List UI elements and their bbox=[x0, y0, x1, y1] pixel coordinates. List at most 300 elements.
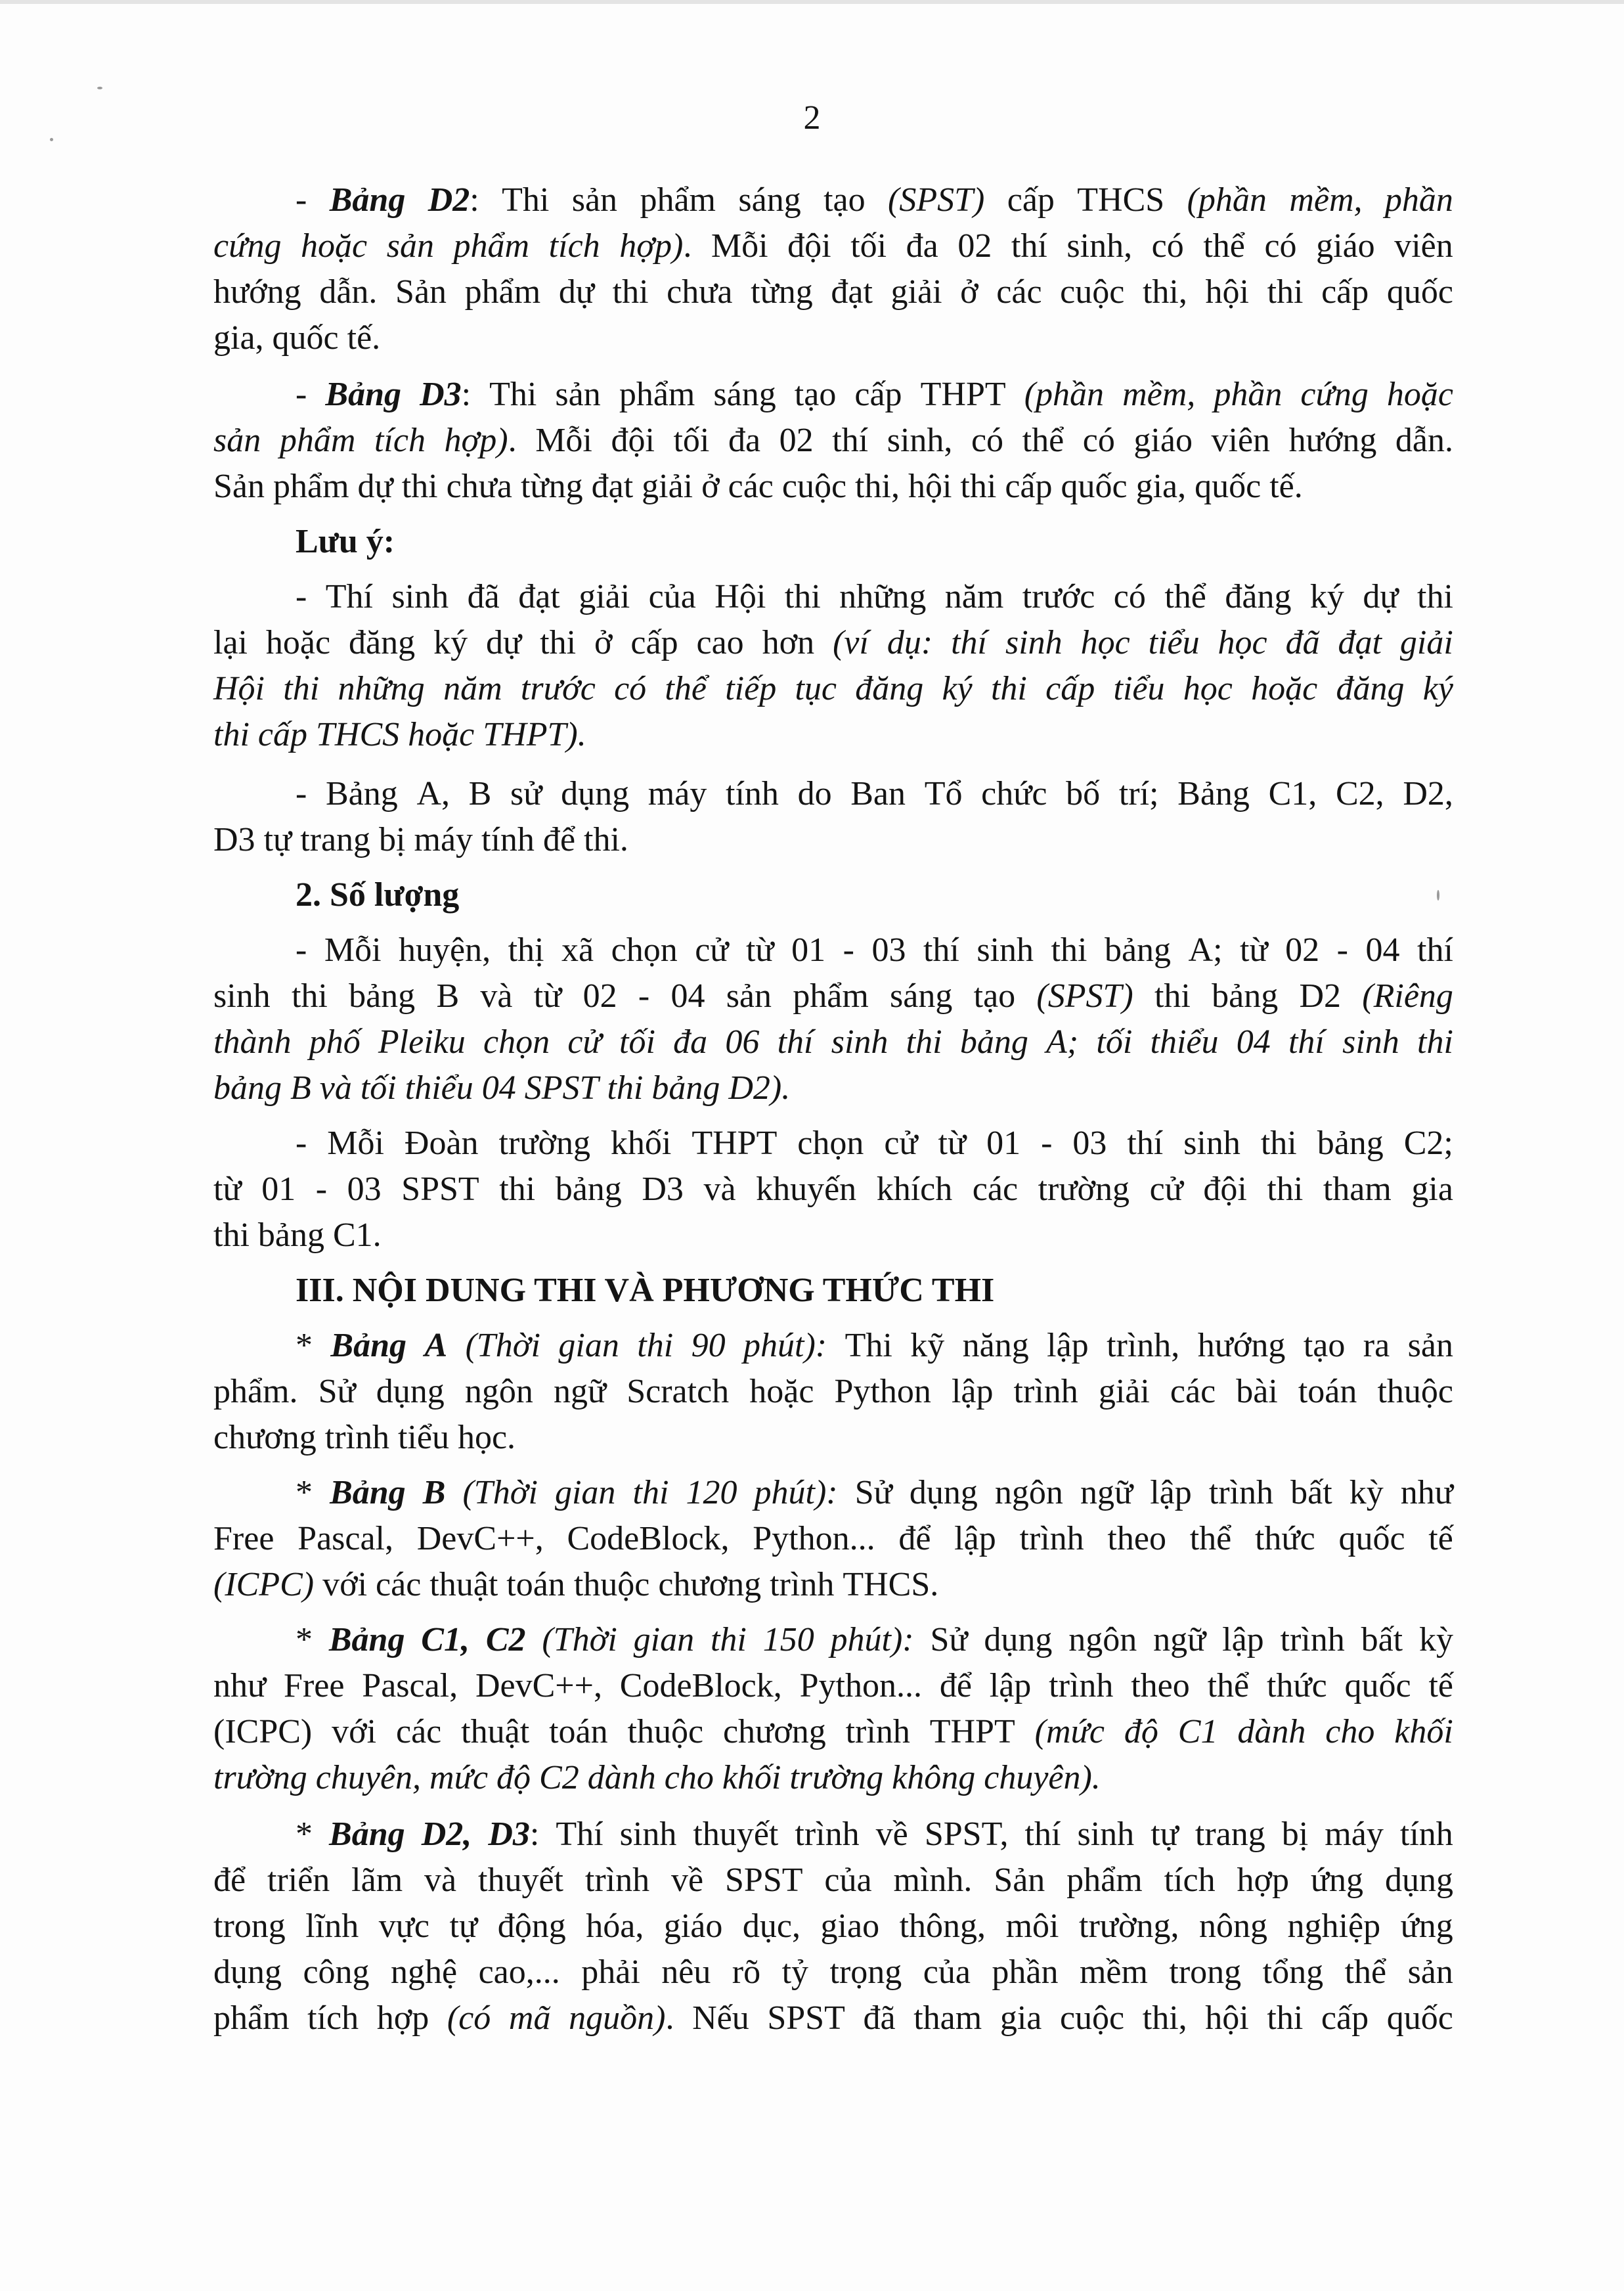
word bbox=[795, 1812, 859, 1857]
styled-text: THPT). bbox=[483, 716, 586, 753]
word bbox=[579, 574, 630, 620]
word bbox=[377, 1995, 429, 2041]
text: Thi bbox=[845, 1327, 892, 1364]
styled-text: thí bbox=[951, 624, 988, 661]
word bbox=[1136, 464, 1187, 510]
word bbox=[486, 620, 521, 666]
word bbox=[555, 372, 600, 418]
word bbox=[347, 315, 381, 361]
styled-text: chọn bbox=[483, 1023, 550, 1061]
word bbox=[791, 927, 825, 973]
word bbox=[738, 177, 801, 223]
word bbox=[486, 1617, 526, 1663]
styled-text: ký bbox=[942, 670, 973, 707]
word bbox=[273, 315, 339, 361]
word bbox=[1203, 223, 1245, 269]
text: sản bbox=[571, 181, 618, 219]
word bbox=[458, 1415, 516, 1461]
text: ngôn bbox=[1068, 1621, 1137, 1658]
text: bảng bbox=[1104, 931, 1172, 969]
text: giải bbox=[642, 468, 693, 505]
text: năng bbox=[962, 1327, 1029, 1364]
text: ký bbox=[1309, 578, 1344, 615]
word bbox=[1289, 418, 1377, 464]
word bbox=[996, 269, 1042, 315]
word bbox=[1236, 1369, 1278, 1415]
word bbox=[584, 817, 628, 863]
styled-text: Bảng bbox=[329, 181, 406, 219]
word bbox=[499, 1167, 535, 1212]
word bbox=[461, 1709, 529, 1755]
text: Đoàn bbox=[404, 1124, 479, 1162]
word bbox=[726, 771, 779, 817]
word bbox=[273, 464, 349, 510]
text: của bbox=[824, 1861, 872, 1899]
word bbox=[642, 464, 693, 510]
word bbox=[258, 1212, 324, 1258]
text: - bbox=[296, 376, 307, 413]
styled-text: thành bbox=[213, 1023, 292, 1061]
text: tạo bbox=[823, 181, 866, 219]
text: Python... bbox=[753, 1520, 875, 1557]
text: ngôn bbox=[994, 1474, 1063, 1511]
word bbox=[913, 1995, 982, 2041]
styled-text: phút): bbox=[830, 1621, 914, 1658]
word bbox=[1005, 464, 1052, 510]
text: trường, bbox=[1079, 1907, 1179, 1945]
text: cử bbox=[884, 1124, 918, 1162]
paragraph-p6 bbox=[213, 1121, 1453, 1258]
word bbox=[673, 1019, 707, 1065]
text: đạt bbox=[518, 578, 560, 615]
word bbox=[994, 1857, 1045, 1903]
word bbox=[728, 418, 760, 464]
text: hội bbox=[1205, 273, 1249, 311]
word bbox=[887, 418, 953, 464]
word bbox=[1005, 620, 1063, 666]
text: trí; bbox=[1118, 775, 1159, 812]
word bbox=[850, 771, 906, 817]
word bbox=[1323, 1167, 1392, 1212]
styled-text: khối bbox=[722, 1759, 781, 1796]
styled-text: cứng bbox=[1300, 376, 1369, 413]
text: chọn bbox=[611, 931, 678, 969]
word bbox=[1114, 666, 1165, 712]
text: Thí bbox=[325, 578, 374, 615]
word bbox=[954, 1516, 996, 1562]
text: thi bbox=[213, 1216, 250, 1254]
text-line bbox=[213, 1415, 1453, 1461]
word bbox=[374, 418, 426, 464]
text: viên bbox=[1211, 422, 1271, 459]
word bbox=[465, 269, 541, 315]
text: bảng bbox=[555, 1170, 622, 1208]
word bbox=[267, 1857, 330, 1903]
word bbox=[420, 372, 471, 418]
word bbox=[830, 1949, 902, 1995]
text: hướng bbox=[213, 273, 301, 311]
text: gia, bbox=[213, 319, 264, 357]
text: đội bbox=[1203, 1170, 1247, 1208]
word bbox=[782, 1949, 808, 1995]
word bbox=[213, 269, 301, 315]
text-line bbox=[213, 223, 1453, 269]
text: lập bbox=[1150, 1474, 1192, 1511]
word bbox=[986, 1121, 1020, 1167]
text: các bbox=[1170, 1373, 1216, 1410]
text: tính bbox=[481, 821, 535, 858]
word bbox=[642, 1167, 684, 1212]
word bbox=[325, 1415, 389, 1461]
word bbox=[992, 1949, 1058, 1995]
styled-text: mã bbox=[508, 1999, 551, 2037]
text: trình bbox=[845, 1713, 910, 1750]
word bbox=[753, 1516, 875, 1562]
styled-text: sản bbox=[386, 227, 434, 265]
word bbox=[329, 1617, 405, 1663]
text: đã bbox=[467, 578, 500, 615]
styled-text: thi bbox=[283, 670, 320, 707]
paragraph-spacer bbox=[213, 1608, 1453, 1617]
word bbox=[213, 1663, 266, 1709]
text: thể bbox=[1344, 1953, 1387, 1991]
text-line bbox=[213, 1369, 1453, 1415]
text: hóa, bbox=[586, 1907, 644, 1945]
word bbox=[952, 1369, 994, 1415]
word bbox=[1079, 1903, 1179, 1949]
word bbox=[782, 464, 846, 510]
text: : bbox=[461, 376, 472, 413]
word bbox=[797, 1121, 864, 1167]
text: thi bbox=[540, 624, 577, 661]
text: từng bbox=[520, 468, 583, 505]
text: từng bbox=[751, 273, 813, 311]
word bbox=[732, 1949, 760, 1995]
text: C1, bbox=[1268, 775, 1317, 812]
word bbox=[619, 372, 695, 418]
text: dự bbox=[558, 273, 594, 311]
word bbox=[824, 1857, 871, 1903]
text: từ bbox=[745, 931, 774, 969]
text: bất bbox=[1361, 1621, 1403, 1658]
word bbox=[213, 1369, 298, 1415]
styled-text: phẩm bbox=[453, 227, 530, 265]
text: tự bbox=[1151, 1815, 1179, 1853]
text: hoặc bbox=[749, 1373, 814, 1410]
word bbox=[469, 771, 492, 817]
text: SPST bbox=[401, 1170, 479, 1208]
text: triển bbox=[267, 1861, 330, 1899]
word bbox=[722, 1755, 781, 1801]
text: lĩnh bbox=[305, 1907, 359, 1945]
word bbox=[316, 1167, 327, 1212]
word bbox=[938, 1121, 967, 1167]
text: - bbox=[296, 181, 307, 219]
styled-text: và bbox=[319, 1069, 352, 1107]
styled-text: thiểu bbox=[1150, 1023, 1219, 1061]
word bbox=[923, 1949, 971, 1995]
word bbox=[213, 620, 248, 666]
word bbox=[1269, 771, 1317, 817]
word bbox=[213, 1167, 242, 1212]
styled-text: cử bbox=[567, 1023, 602, 1061]
text: tối bbox=[673, 422, 710, 459]
text: giáo bbox=[1133, 422, 1193, 459]
paragraph-spacer bbox=[213, 1801, 1453, 1812]
styled-text: C1, bbox=[421, 1621, 470, 1658]
word bbox=[634, 1617, 694, 1663]
word bbox=[925, 771, 963, 817]
text: cuộc bbox=[1060, 273, 1125, 311]
word bbox=[424, 1323, 447, 1369]
styled-text: 06 bbox=[725, 1023, 760, 1061]
word bbox=[1127, 1121, 1163, 1167]
styled-text: học bbox=[1183, 670, 1233, 707]
word bbox=[349, 973, 415, 1019]
word bbox=[450, 1903, 478, 1949]
word bbox=[330, 1470, 406, 1516]
text: các bbox=[728, 468, 774, 505]
styled-text: D2). bbox=[728, 1069, 791, 1107]
text: thi. bbox=[584, 821, 628, 858]
word bbox=[428, 177, 479, 223]
word bbox=[332, 1709, 376, 1755]
styled-text: (Thời bbox=[465, 1327, 540, 1364]
word bbox=[1041, 1121, 1052, 1167]
text-line bbox=[213, 817, 1453, 863]
word bbox=[1361, 1617, 1403, 1663]
styled-text: 120 bbox=[686, 1474, 737, 1511]
word bbox=[1198, 1323, 1286, 1369]
word bbox=[361, 1065, 397, 1111]
word bbox=[620, 1663, 782, 1709]
word bbox=[925, 1812, 1009, 1857]
word bbox=[1419, 1617, 1453, 1663]
word bbox=[1423, 666, 1453, 712]
word bbox=[1080, 1949, 1148, 1995]
word bbox=[626, 1369, 729, 1415]
word bbox=[518, 574, 560, 620]
styled-text: hoặc bbox=[301, 227, 368, 265]
text: để bbox=[898, 1520, 931, 1557]
text: tích bbox=[1164, 1861, 1216, 1899]
text-line bbox=[213, 1470, 1453, 1516]
text: trình bbox=[584, 1861, 650, 1899]
text: các bbox=[996, 273, 1042, 311]
text: - bbox=[296, 775, 307, 812]
word bbox=[960, 269, 978, 315]
text: cấp bbox=[1005, 468, 1053, 505]
text: 04 bbox=[1365, 931, 1400, 969]
word bbox=[1169, 1949, 1241, 1995]
word bbox=[1011, 223, 1047, 269]
word bbox=[648, 771, 707, 817]
word bbox=[387, 223, 434, 269]
styled-text: bảng bbox=[959, 1023, 1028, 1061]
text: D2, bbox=[1403, 775, 1453, 812]
word bbox=[1267, 1995, 1303, 2041]
styled-text: bảng bbox=[651, 1069, 720, 1107]
text: sinh, bbox=[1066, 227, 1133, 265]
word bbox=[1321, 269, 1369, 315]
text: . bbox=[508, 422, 517, 459]
text: về bbox=[671, 1861, 704, 1899]
text: học. bbox=[457, 1419, 516, 1456]
text: bị bbox=[379, 821, 406, 858]
styled-text: tích bbox=[548, 227, 600, 265]
word bbox=[834, 1369, 931, 1415]
styled-text: B bbox=[422, 1474, 446, 1511]
text: Free bbox=[284, 1667, 345, 1704]
word bbox=[1214, 372, 1282, 418]
styled-text: trường bbox=[213, 1759, 307, 1796]
styled-text: học bbox=[1080, 624, 1130, 661]
text: trang bbox=[300, 821, 371, 858]
word bbox=[333, 1212, 382, 1258]
word bbox=[521, 464, 583, 510]
styled-text: 150 bbox=[762, 1621, 814, 1658]
word bbox=[1150, 1167, 1183, 1212]
paragraph-spacer bbox=[213, 1111, 1453, 1121]
text: thí bbox=[1417, 931, 1453, 969]
word bbox=[1394, 223, 1453, 269]
styled-text: tối bbox=[619, 1023, 655, 1061]
word bbox=[297, 1516, 393, 1562]
word bbox=[296, 1617, 313, 1663]
word bbox=[658, 1562, 761, 1608]
text: Ban bbox=[850, 775, 906, 812]
text: theo bbox=[1107, 1520, 1166, 1557]
text: khích bbox=[876, 1170, 953, 1208]
word bbox=[296, 771, 307, 817]
text: có bbox=[971, 422, 1004, 459]
word bbox=[1408, 1323, 1453, 1369]
word bbox=[1408, 1949, 1453, 1995]
styled-text: C2 bbox=[539, 1759, 579, 1796]
word bbox=[743, 1903, 801, 1949]
text: lãm bbox=[351, 1861, 403, 1899]
word bbox=[292, 973, 328, 1019]
word bbox=[1387, 372, 1453, 418]
word bbox=[556, 1812, 603, 1857]
text: từ bbox=[938, 1124, 967, 1162]
text: * bbox=[296, 1327, 313, 1364]
text: theo bbox=[1131, 1667, 1190, 1704]
text-line bbox=[213, 1019, 1453, 1065]
word bbox=[1049, 1663, 1113, 1709]
word bbox=[1336, 666, 1404, 712]
word bbox=[559, 269, 594, 315]
text: thi bbox=[1417, 578, 1453, 615]
text: 04 bbox=[670, 977, 705, 1015]
styled-text: thí bbox=[1288, 1023, 1325, 1061]
text: - bbox=[1041, 1124, 1053, 1162]
word bbox=[725, 1857, 803, 1903]
word bbox=[462, 1470, 537, 1516]
word bbox=[1237, 1019, 1271, 1065]
text: bài bbox=[1236, 1373, 1278, 1410]
word bbox=[213, 1903, 286, 1949]
text: thể bbox=[1164, 578, 1206, 615]
text: tạo bbox=[973, 977, 1016, 1015]
section-heading: 2. Số lượng bbox=[296, 876, 460, 914]
text: thuyết bbox=[693, 1815, 779, 1853]
word bbox=[1289, 177, 1362, 223]
styled-text: Hội bbox=[213, 670, 265, 707]
text: thể bbox=[1022, 422, 1064, 459]
word bbox=[1417, 574, 1453, 620]
word bbox=[1267, 1663, 1327, 1709]
text: máy bbox=[414, 821, 473, 858]
text: quốc bbox=[1338, 1520, 1405, 1557]
styled-text: thi bbox=[637, 1327, 674, 1364]
styled-text: gian bbox=[558, 1327, 619, 1364]
word bbox=[1190, 1516, 1232, 1562]
word bbox=[1267, 1167, 1303, 1212]
word bbox=[755, 1470, 838, 1516]
text: hội bbox=[1205, 1999, 1249, 2037]
word bbox=[611, 418, 654, 464]
word bbox=[362, 1663, 458, 1709]
word bbox=[303, 1949, 369, 1995]
text: hướng bbox=[1197, 1327, 1286, 1364]
text: tính bbox=[726, 775, 779, 812]
word bbox=[1096, 1019, 1132, 1065]
text: Bảng bbox=[326, 775, 398, 812]
word bbox=[1119, 771, 1159, 817]
word bbox=[349, 620, 415, 666]
text: sinh bbox=[619, 1815, 677, 1853]
text: phẩm bbox=[213, 1999, 290, 2037]
word bbox=[661, 1949, 711, 1995]
word bbox=[1066, 771, 1100, 817]
word bbox=[728, 1065, 790, 1111]
word bbox=[863, 1995, 895, 2041]
word bbox=[1131, 1663, 1190, 1709]
word bbox=[673, 418, 709, 464]
word bbox=[785, 574, 821, 620]
word bbox=[398, 1415, 449, 1461]
word bbox=[1317, 1121, 1384, 1167]
text: D3 bbox=[642, 1170, 684, 1208]
word bbox=[620, 1812, 677, 1857]
text: hợp bbox=[376, 1999, 429, 2037]
text: A; bbox=[1188, 931, 1223, 969]
text: THCS. bbox=[843, 1566, 939, 1603]
word bbox=[1178, 1709, 1218, 1755]
text: THPT bbox=[929, 1713, 1015, 1750]
text: thuyết bbox=[478, 1861, 564, 1899]
word bbox=[1263, 1949, 1323, 1995]
text: máy bbox=[1325, 1815, 1384, 1853]
text: bảng bbox=[257, 1216, 324, 1254]
word bbox=[496, 1755, 531, 1801]
word bbox=[1225, 574, 1291, 620]
text: tổng bbox=[1262, 1953, 1324, 1991]
text: và bbox=[480, 977, 513, 1015]
word bbox=[1081, 620, 1130, 666]
text: . bbox=[665, 1999, 674, 2037]
text: ngữ bbox=[553, 1373, 607, 1410]
word bbox=[543, 817, 575, 863]
text: ở bbox=[594, 624, 613, 661]
text: chương bbox=[213, 1419, 317, 1456]
text-line bbox=[213, 1167, 1453, 1212]
word bbox=[1298, 1369, 1357, 1415]
word bbox=[499, 1121, 590, 1167]
word bbox=[611, 1121, 671, 1167]
text: trình bbox=[1049, 1667, 1114, 1704]
